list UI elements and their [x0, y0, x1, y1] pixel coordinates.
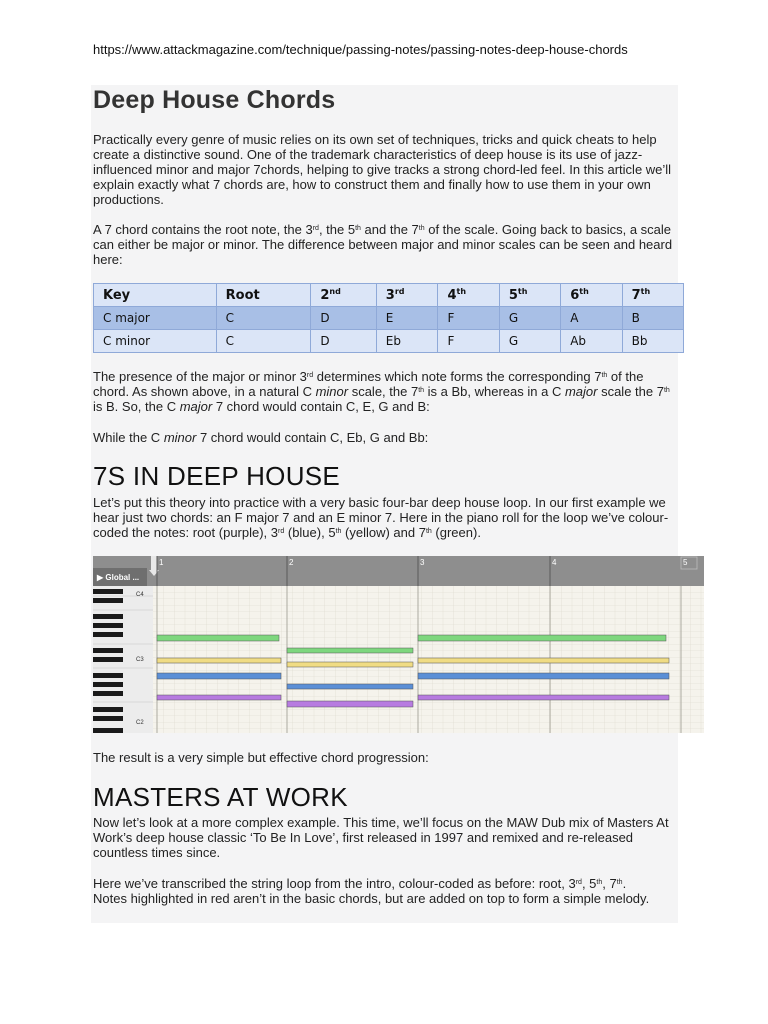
- minor-seven-paragraph: While the C minor 7 chord would contain C, Eb, G and Bb:: [93, 430, 429, 445]
- bar-number: 1: [159, 558, 164, 567]
- piano-roll-image: [93, 556, 704, 733]
- table-header-cell: 6th: [561, 284, 622, 307]
- root-note: [157, 695, 281, 700]
- track-label: ▶ Global ...: [97, 573, 140, 582]
- bar-number: 4: [552, 558, 557, 567]
- fifth-note: [287, 662, 413, 667]
- table-cell: Bb: [622, 330, 683, 353]
- seventh-note: [287, 648, 413, 653]
- table-cell: D: [311, 330, 376, 353]
- bar-number: 5: [683, 558, 688, 567]
- section-heading-maw: MASTERS AT WORK: [93, 782, 348, 812]
- third-note: [418, 673, 669, 679]
- piano-roll-ruler: [93, 556, 704, 586]
- fifth-note: [418, 658, 669, 663]
- table-cell: G: [499, 330, 560, 353]
- page-title: Deep House Chords: [93, 86, 336, 114]
- transcription-paragraph: Here we’ve transcribed the string loop from the intro, colour-coded as before: root, 3rd, 5th, 7th. Notes highlighted in red aren’t in the basic chords, but are added on top to form a simple melody.: [93, 876, 650, 906]
- loop-paragraph: Let’s put this theory into practice with a very basic four-bar deep house loop. In our first example we hear just two chords: an F major 7 and an E minor 7. Here in the piano roll for the loop we’ve colour-coded the notes: root (purple), 3rd (blue), 5th (yellow) and 7th (green).: [93, 495, 669, 540]
- root-note: [418, 695, 669, 700]
- table-cell: G: [499, 307, 560, 330]
- table-cell: C: [216, 307, 311, 330]
- seventh-note: [157, 635, 279, 641]
- table-cell: B: [622, 307, 683, 330]
- table-header-cell: Root: [216, 284, 311, 307]
- bar-number: 3: [420, 558, 425, 567]
- bar-number: 2: [289, 558, 294, 567]
- source-url[interactable]: https://www.attackmagazine.com/technique/passing-notes/passing-notes-deep-house-chords: [93, 42, 628, 57]
- seventh-note: [418, 635, 666, 641]
- table-header-cell: Key: [94, 284, 217, 307]
- table-header-cell: 2nd: [311, 284, 376, 307]
- maw-paragraph: Now let’s look at a more complex example. This time, we’ll focus on the MAW Dub mix of Masters At Work’s deep house classic ‘To Be In Love’, first released in 1997 and remixed and re-released countless times since.: [93, 815, 669, 860]
- table-header-cell: 7th: [622, 284, 683, 307]
- table-cell: D: [311, 307, 376, 330]
- table-header-cell: 4th: [438, 284, 499, 307]
- table-header-row: [94, 284, 684, 307]
- root-note: [287, 701, 413, 707]
- intro-paragraph: Practically every genre of music relies on its own set of techniques, tricks and quick cheats to help create a distinctive sound. One of the trademark characteristics of deep house is its use of jazz-influenced minor and major 7chords, helping to give tracks a strong chord-led feel. In this article we’ll explain exactly what 7 chords are, how to construct them and finally how to use them in your own productions.: [93, 132, 672, 207]
- table-cell: F: [438, 307, 499, 330]
- third-seventh-paragraph: The presence of the major or minor 3rd determines which note forms the corresponding 7th of the chord. As shown above, in a natural C minor scale, the 7th is a Bb, whereas in a C major scale the 7th is B. So, the C major 7 chord would contain C, E, G and B:: [93, 369, 670, 414]
- seven-chord-paragraph: A 7 chord contains the root note, the 3rd, the 5th and the 7th of the scale. Going back to basics, a scale can either be major or minor. The difference between major and minor scales can be seen and heard here:: [93, 222, 673, 267]
- octave-label: C4: [136, 592, 144, 598]
- table-cell: C: [216, 330, 311, 353]
- table-header-cell: 5th: [499, 284, 560, 307]
- table-cell: Eb: [376, 330, 438, 353]
- octave-label: C3: [136, 657, 144, 663]
- third-note: [157, 673, 281, 679]
- table-cell: E: [376, 307, 438, 330]
- playhead-icon: [151, 556, 157, 570]
- table-header-cell: 3rd: [376, 284, 438, 307]
- third-note: [287, 684, 413, 689]
- fifth-note: [157, 658, 281, 663]
- table-cell: F: [438, 330, 499, 353]
- table-cell: Ab: [561, 330, 622, 353]
- table-row: [94, 330, 684, 353]
- table-cell: C major: [94, 307, 217, 330]
- table-row: [94, 307, 684, 330]
- table-cell: C minor: [94, 330, 217, 353]
- octave-label: C2: [136, 720, 144, 726]
- result-paragraph: The result is a very simple but effective chord progression:: [93, 750, 429, 765]
- table-cell: A: [561, 307, 622, 330]
- section-heading-7s: 7S IN DEEP HOUSE: [93, 461, 341, 491]
- scale-table: [93, 283, 684, 353]
